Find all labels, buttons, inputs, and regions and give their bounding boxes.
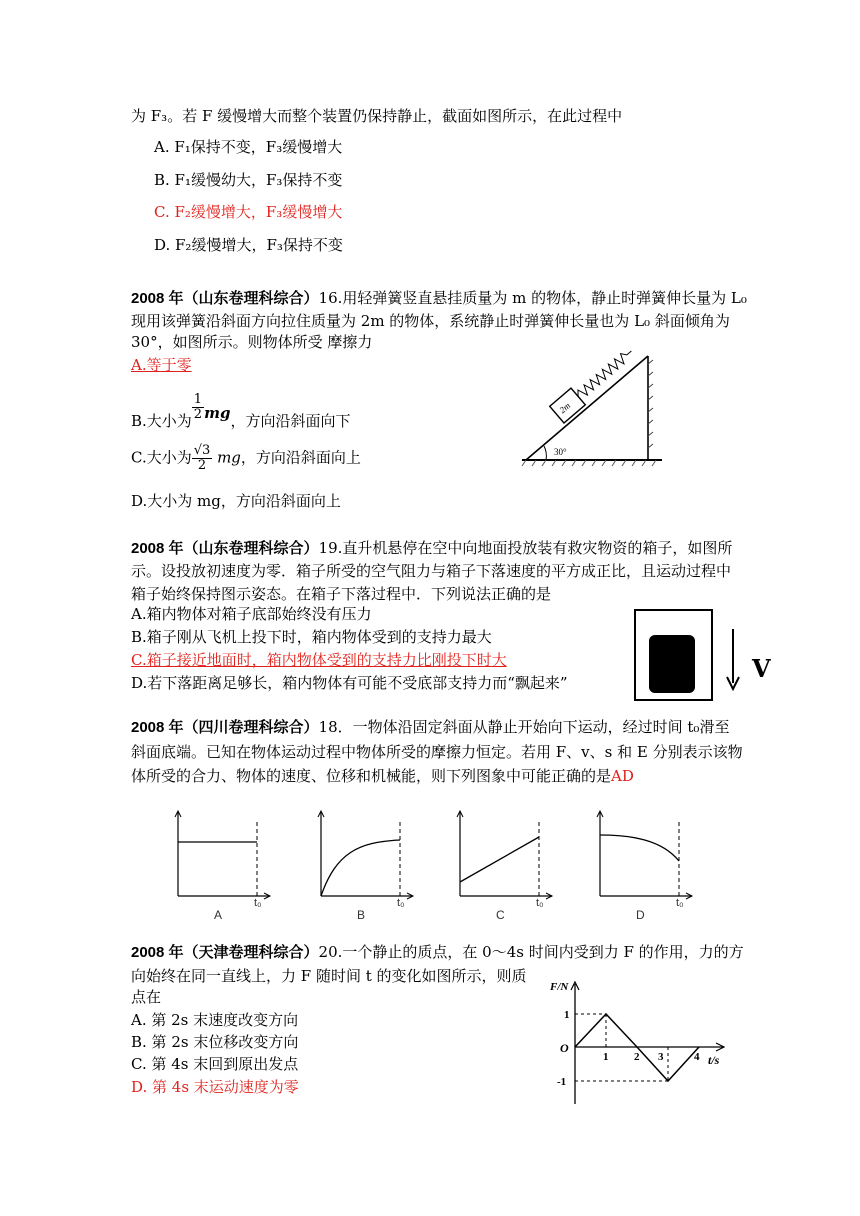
- q20-option-a: A. 第 2s 末速度改变方向: [131, 1011, 299, 1029]
- q20-option-d: D. 第 4s 末运动速度为零: [131, 1078, 299, 1096]
- down-arrow-icon: [722, 627, 744, 691]
- q19-option-c: C.箱子接近地面时，箱内物体受到的支持力比刚投下时大: [131, 651, 507, 669]
- q19-header: 2008 年（山东卷理科综合）: [131, 540, 319, 557]
- mass-label: 2m: [557, 400, 573, 416]
- intro-option-a: A. F₁保持不变，F₃缓慢增大: [154, 138, 343, 156]
- q19-line1: [131, 538, 732, 559]
- graph-b-t0: t₀: [397, 897, 405, 909]
- y-tick-neg1: -1: [557, 1076, 567, 1088]
- graph-c-label: C: [496, 908, 505, 922]
- q20-text2: 向始终在同一直线上，力 F 随时间 t 的变化如图所示，则质: [131, 967, 527, 985]
- angle-label: 30°: [554, 447, 567, 457]
- x-tick-1: 1: [603, 1051, 609, 1063]
- q20-option-c: C. 第 4s 末回到原出发点: [131, 1055, 299, 1073]
- x-tick-3: 3: [658, 1051, 664, 1063]
- q16-option-b: B.大小为 $\frac{1}{2}$ mg，方向沿斜面向下: [131, 392, 351, 430]
- q19-option-b: B.箱子刚从飞机上投下时，箱内物体受到的支持力最大: [131, 628, 492, 646]
- q19-option-a: A.箱内物体对箱子底部始终没有压力: [131, 605, 372, 623]
- intro-option-c: C. F₂缓慢增大，F₃缓慢增大: [154, 203, 343, 221]
- q16-option-c: C.大小为 $\frac{√3}{2}$ mg，方向沿斜面向上: [131, 443, 361, 473]
- q19-text2: 示。设投放初速度为零．箱子所受的空气阻力与箱子下落速度的平方成正比，且运动过程中: [131, 562, 732, 580]
- y-tick-1: 1: [564, 1009, 570, 1021]
- graph-b-label: B: [357, 908, 366, 922]
- q16-text3: 30°，如图所示。则物体所受 摩擦力: [131, 333, 373, 351]
- fraction-half: $\frac{1}{2}$: [193, 392, 203, 422]
- graph-a-label: A: [214, 908, 223, 922]
- graph-a-t0: t₀: [254, 897, 262, 909]
- q20-text1: 20.一个静止的质点，在 0～4s 时间内受到力 F 的作用，力的方: [318, 943, 744, 961]
- intro-line: 为 F₃。若 F 缓慢增大而整个装置仍保持静止，截面如图所示，在此过程中: [131, 107, 623, 125]
- q20-text3: 点在: [131, 988, 162, 1006]
- q19-option-d: D.若下落距离足够长，箱内物体有可能不受底部支持力而“飘起来”: [131, 674, 568, 692]
- incline-spring-figure: [516, 350, 666, 468]
- q16-option-a: A.等于零: [131, 356, 192, 374]
- q20-option-b: B. 第 2s 末位移改变方向: [131, 1033, 299, 1051]
- q16-text1: 16.用轻弹簧竖直悬挂质量为 m 的物体，静止时弹簧伸长量为 L₀: [318, 289, 747, 307]
- y-axis-label: F/N: [550, 981, 569, 993]
- q18-text3: 体所受的合力、物体的速度、位移和机械能，则下列图象中可能正确的是AD: [131, 767, 634, 785]
- x-tick-2: 2: [634, 1051, 640, 1063]
- graph-d-t0: t₀: [676, 897, 684, 909]
- q18-line1: [131, 717, 729, 738]
- q20-line1: [131, 942, 744, 963]
- x-axis-label: t/s: [708, 1053, 720, 1067]
- graph-c-t0: t₀: [536, 897, 544, 909]
- box-content: [649, 635, 695, 693]
- graph-d-label: D: [636, 908, 645, 922]
- x-tick-4: 4: [694, 1051, 700, 1063]
- q19-text3: 箱子始终保持图示姿态。在箱子下落过程中．下列说法正确的是: [131, 585, 552, 603]
- fraction-sqrt3-over-2: $\frac{√3}{2}$: [193, 443, 211, 473]
- q16-line1: [131, 288, 747, 309]
- q18-text1: 18．一物体沿固定斜面从静止开始向下运动，经过时间 t₀滑至: [318, 718, 730, 736]
- intro-option-d: D. F₂缓慢增大，F₃保持不变: [154, 236, 343, 254]
- q16-option-d: D.大小为 mg，方向沿斜面向上: [131, 492, 341, 510]
- q18-text2: 斜面底端。已知在物体运动过程中物体所受的摩擦力恒定。若用 F、v、s 和 E 分别表示该物: [131, 743, 743, 761]
- intro-option-b: B. F₁缓慢幼大，F₃保持不变: [154, 171, 343, 189]
- q19-text1: 19.直升机悬停在空中向地面投放装有救灾物资的箱子，如图所: [318, 539, 733, 557]
- q18-header: 2008 年（四川卷理科综合）: [131, 719, 319, 736]
- q16-header: 2008 年（山东卷理科综合）: [131, 290, 319, 307]
- q18-answer: AD: [611, 767, 634, 785]
- q16-text2: 现用该弹簧沿斜面方向拉住质量为 2m 的物体，系统静止时弹簧伸长量也为 L₀ 斜面倾角为: [131, 312, 730, 330]
- force-time-graph: [544, 978, 734, 1108]
- origin-label: O: [560, 1041, 569, 1055]
- q20-header: 2008 年（天津卷理科综合）: [131, 944, 319, 961]
- velocity-label: V: [752, 654, 771, 683]
- box-frame: [634, 609, 713, 701]
